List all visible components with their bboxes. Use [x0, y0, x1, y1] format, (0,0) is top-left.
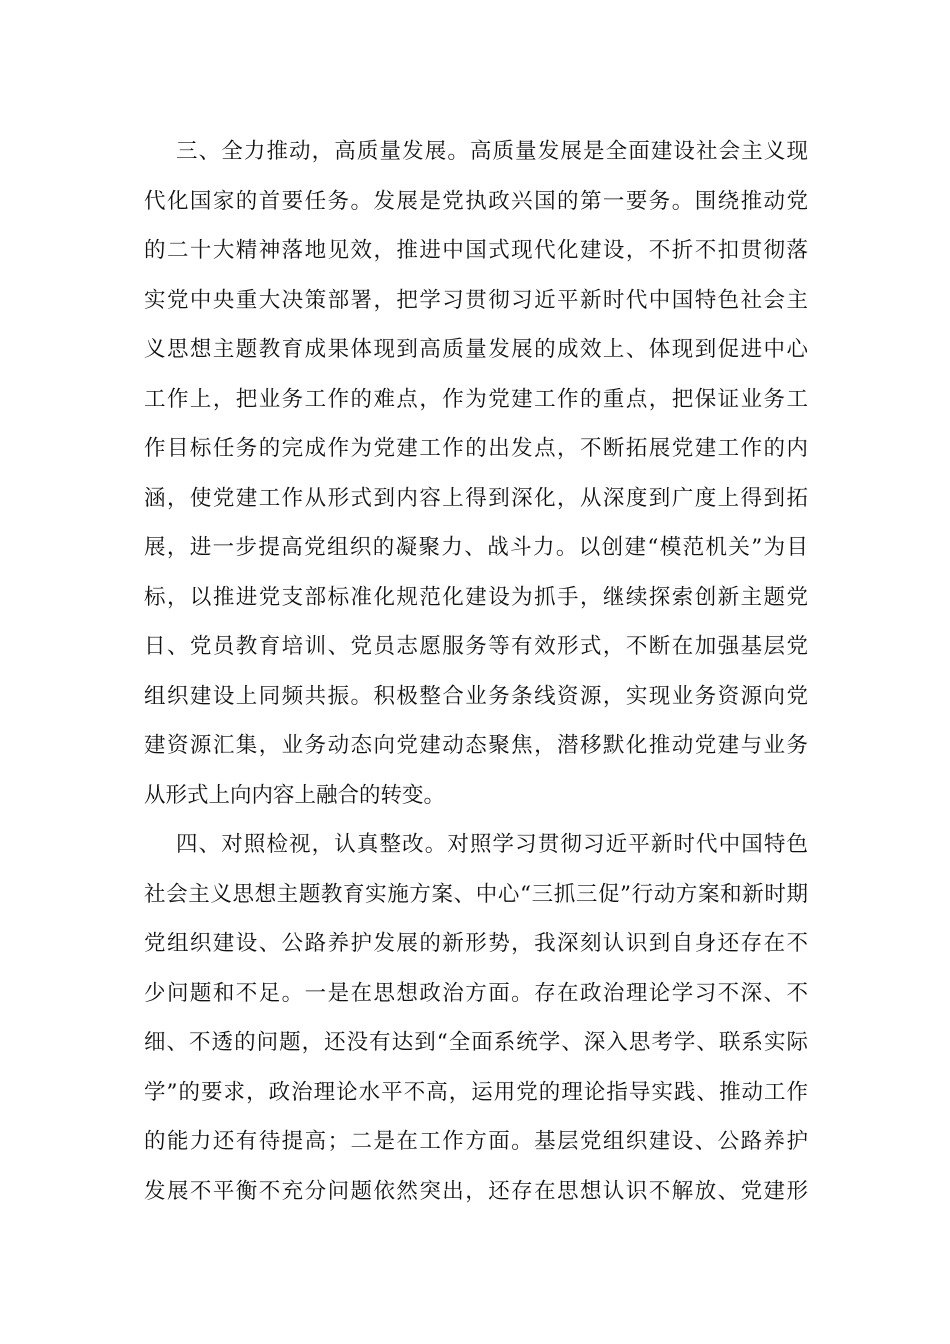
text-line: 四、对照检视，认真整改。对照学习贯彻习近平新时代中国特色: [176, 832, 808, 857]
text-line: 学”的要求，政治理论水平不高，运用党的理论指导实践、推动工作: [144, 1079, 808, 1105]
text-line: 少问题和不足。一是在思想政治方面。存在政治理论学习不深、不: [144, 980, 808, 1006]
text-line: 义思想主题教育成果体现到高质量发展的成效上、体现到促进中心: [144, 337, 808, 362]
paragraph-four: [144, 820, 808, 1216]
text-line: 作目标任务的完成作为党建工作的出发点，不断拓展党建工作的内: [144, 436, 808, 461]
text-line: 的能力还有待提高；二是在工作方面。基层党组织建设、公路养护: [144, 1129, 808, 1154]
text-line: 组织建设上同频共振。积极整合业务条线资源，实现业务资源向党: [144, 683, 808, 709]
text-line: 实党中央重大决策部署，把学习贯彻习近平新时代中国特色社会主: [144, 287, 808, 313]
text-line: 工作上，把业务工作的难点，作为党建工作的重点，把保证业务工: [144, 386, 808, 412]
text-line: 从形式上向内容上融合的转变。: [144, 782, 446, 808]
document-body: [144, 127, 808, 1216]
text-line: 三、全力推动，高质量发展。高质量发展是全面建设社会主义现: [176, 139, 808, 164]
text-line: 标，以推进党支部标准化规范化建设为抓手，继续探索创新主题党: [144, 584, 808, 610]
text-line: 的二十大精神落地见效，推进中国式现代化建设，不折不扣贯彻落: [144, 238, 808, 263]
text-line: 社会主义思想主题教育实施方案、中心“三抓三促”行动方案和新时期: [144, 881, 808, 907]
text-line: 细、不透的问题，还没有达到“全面系统学、深入思考学、联系实际: [144, 1030, 808, 1055]
text-line: 建资源汇集，业务动态向党建动态聚焦，潜移默化推动党建与业务: [144, 733, 808, 758]
text-line: 代化国家的首要任务。发展是党执政兴国的第一要务。围绕推动党: [144, 188, 808, 214]
text-line: 日、党员教育培训、党员志愿服务等有效形式，不断在加强基层党: [144, 634, 808, 659]
paragraph-three: [144, 127, 808, 820]
text-line: 党组织建设、公路养护发展的新形势，我深刻认识到自身还存在不: [144, 931, 808, 956]
text-line: 展，进一步提高党组织的凝聚力、战斗力。以创建“模范机关”为目: [144, 535, 808, 560]
text-line: 发展不平衡不充分问题依然突出，还存在思想认识不解放、党建形: [144, 1178, 808, 1204]
text-line: 涵，使党建工作从形式到内容上得到深化，从深度到广度上得到拓: [144, 485, 808, 511]
